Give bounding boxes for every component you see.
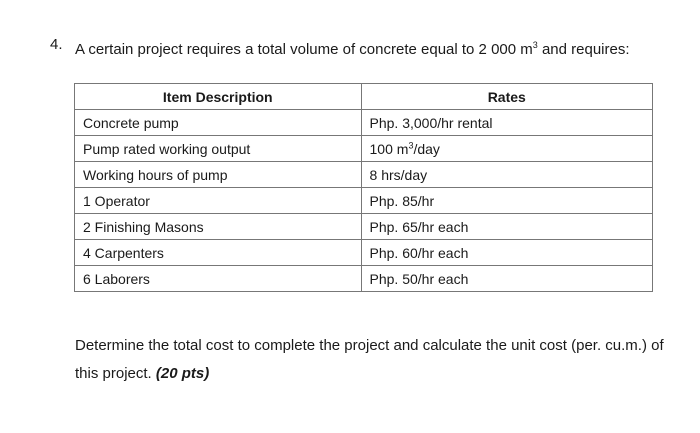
problem-question [75, 332, 675, 388]
header-rates: Rates [361, 84, 652, 110]
table-row [75, 188, 653, 214]
item-description-cell: Working hours of pump [75, 162, 362, 188]
rate-cell: Php. 65/hr each [361, 214, 652, 240]
item-description-cell: 4 Carpenters [75, 240, 362, 266]
rate-cell: Php. 60/hr each [361, 240, 652, 266]
rates-table [74, 83, 653, 292]
item-description-cell: 6 Laborers [75, 266, 362, 292]
points-label: (20 pts) [155, 365, 210, 382]
rate-cell: Php. 50/hr each [361, 266, 652, 292]
intro-text: A certain project requires a total volume of concrete equal to 2 000 m [75, 41, 533, 58]
item-description-cell: Concrete pump [75, 110, 362, 136]
rate-cell: Php. 85/hr [361, 188, 652, 214]
item-description-cell: 2 Finishing Masons [75, 214, 362, 240]
rate-cell: 8 hrs/day [361, 162, 652, 188]
table-row [75, 162, 653, 188]
problem-number: 4. [50, 36, 63, 53]
intro-superscript: 3 [532, 40, 538, 50]
table-row [75, 110, 653, 136]
rate-cell: 100 $m^3$/day [361, 136, 652, 162]
table-row [75, 214, 653, 240]
question-text: Determine the total cost to complete the project and calculate the unit cost (per. cu.m.) of this project. [75, 337, 664, 382]
table-row [75, 136, 653, 162]
header-item-description: Item Description [75, 84, 362, 110]
item-description-cell: Pump rated working output [75, 136, 362, 162]
table-row [75, 266, 653, 292]
intro-text-end: and requires: [537, 41, 630, 58]
item-description-cell: 1 Operator [75, 188, 362, 214]
table-header-row [75, 84, 653, 110]
table-row [75, 240, 653, 266]
problem-intro [75, 36, 675, 64]
rate-cell: Php. 3,000/hr rental [361, 110, 652, 136]
